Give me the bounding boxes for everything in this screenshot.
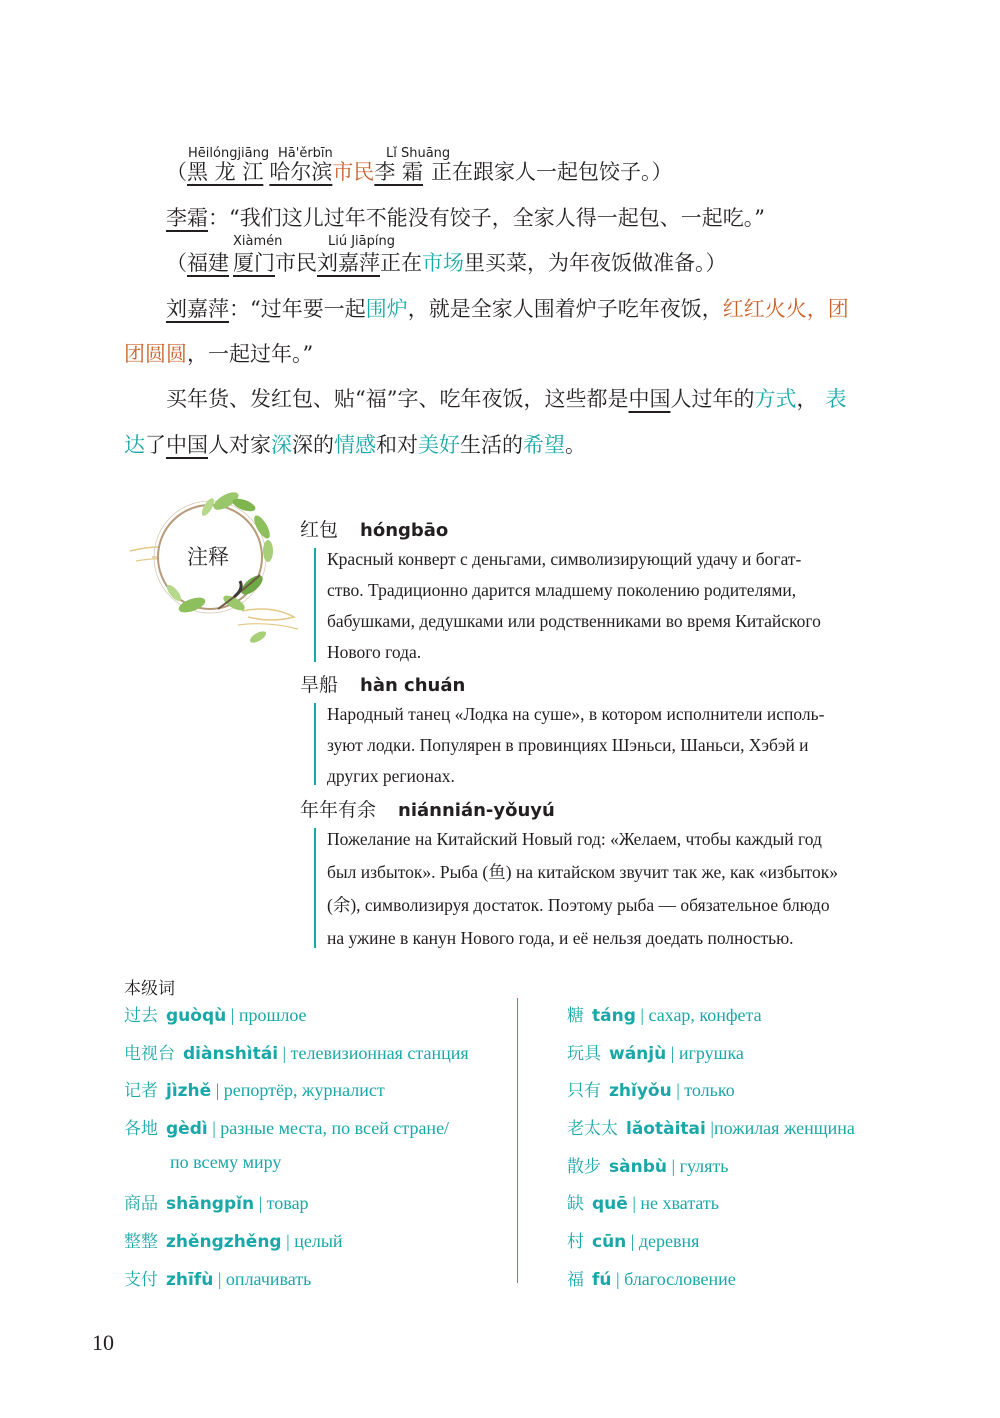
vocab-item: 玩具 wánjù | игрушка	[567, 1043, 744, 1064]
vocab-item-continuation: по всему миру	[170, 1152, 282, 1172]
vocab-item: 缺 quē | не хватать	[567, 1193, 720, 1214]
story-line-1: （黑 龙 江 哈尔滨市民李 霜 正在跟家人一起包饺子。）	[166, 160, 673, 184]
vocab-item: 过去 guòqù | прошлое	[124, 1005, 307, 1026]
story-line-2: 李霜：“我们这儿过年不能没有饺子，全家人得一起包、一起吃。”	[166, 206, 765, 230]
note-hongbao-bar	[314, 548, 316, 662]
pinyin-heilongjiang: Hēilóngjiāng	[188, 146, 270, 161]
vocab-divider	[517, 998, 518, 1283]
vocab-item: 商品 shāngpǐn | товар	[124, 1193, 309, 1214]
vocab-item: 糖 táng | сахар, конфета	[567, 1005, 762, 1026]
story-line-3: （福建 厦门市民刘嘉萍正在市场里买菜，为年夜饭做准备。）	[166, 251, 727, 275]
vocab-item: 福 fú | благословение	[567, 1269, 736, 1290]
note-niannian-body: Пожелание на Китайский Новый год: «Желаем, чтобы каждый год был избыток». Рыба (鱼) на китайском звучит так же, как «избыток» (余), символизируя достаток. Поэтому рыба — обязательное блюдо на ужине в канун Нового года, и её нельзя доедать полностью.	[327, 829, 838, 948]
vocab-item: 各地 gèdì | разные места, по всей стране/	[124, 1118, 450, 1139]
story-line-4: 刘嘉萍：“过年要一起围炉，就是全家人围着炉子吃年夜饭，红红火火，团	[166, 297, 849, 321]
story-line-6: 买年货、发红包、贴“福”字、吃年夜饭，这些都是中国人过年的方式， 表	[166, 387, 847, 411]
note-hongbao-head: 红包 hóngbāo	[300, 519, 449, 541]
vocab-item: 支付 zhīfù | оплачивать	[124, 1269, 312, 1290]
note-hongbao-body: Красный конверт с деньгами, символизирующий удачу и богат- ство. Традиционно дарится младшему поколению родителями, бабушками, дедушками или родственниками во время Китайского Нового года.	[327, 549, 821, 662]
note-hanchuan-head: 旱船 hàn chuán	[300, 674, 466, 696]
story-line-5: 团圆圆，一起过年。”	[124, 342, 314, 366]
note-niannian-bar	[314, 828, 316, 948]
notes-badge-label: 注释	[187, 545, 229, 569]
note-hanchuan-body: Народный танец «Лодка на суше», в котором исполнители исполь- зуют лодки. Популярен в провинциях Шэньси, Шаньси, Хэбэй и других регионах.	[327, 704, 825, 786]
vocab-item: 村 cūn | деревня	[567, 1231, 700, 1252]
vocab-item: 电视台 diànshìtái | телевизионная станция	[124, 1043, 469, 1064]
pinyin-xiamen: Xiàmén	[233, 234, 283, 249]
pinyin-liujiaping: Liú Jiāpíng	[328, 234, 395, 249]
vocab-title: 本级词	[124, 979, 175, 999]
note-hanchuan-bar	[314, 703, 316, 785]
story-line-7: 达了中国人对家深深的情感和对美好生活的希望。	[124, 433, 586, 457]
pinyin-haerbin: Hā'ěrbīn	[278, 146, 333, 161]
vocab-item: 记者 jìzhě | репортёр, журналист	[124, 1080, 385, 1101]
pinyin-lishuang: Lǐ Shuāng	[386, 146, 451, 161]
note-niannian-head: 年年有余 niánnián-yǒuyú	[300, 799, 555, 821]
page-number: 10	[92, 1330, 114, 1355]
vocab-item: 只有 zhǐyǒu | только	[567, 1080, 735, 1101]
vocab-item: 散步 sànbù | гулять	[567, 1156, 729, 1177]
vocab-item: 整整 zhěngzhěng | целый	[124, 1231, 343, 1252]
vocab-item: 老太太 lǎotàitai |пожилая женщина	[567, 1118, 855, 1139]
